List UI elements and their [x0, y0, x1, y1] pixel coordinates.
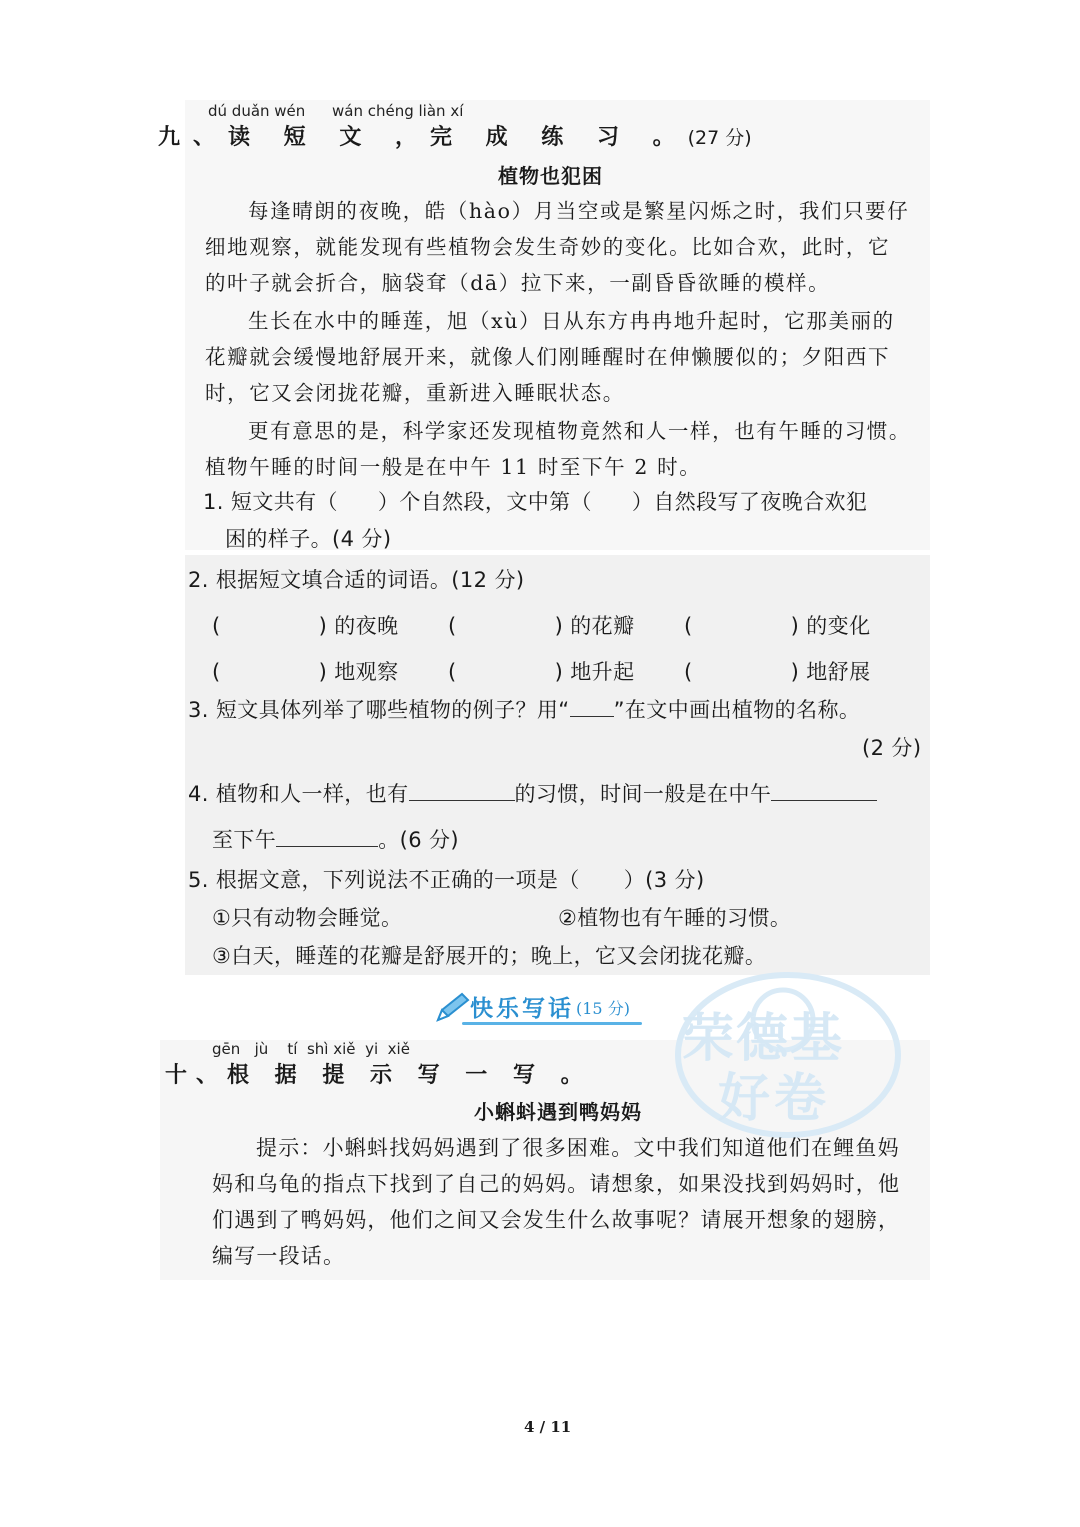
watermark-line1: 荣德基 — [682, 1009, 845, 1069]
pinyin-syllable: yi — [365, 1040, 379, 1058]
q2-open-paren: ( — [448, 614, 457, 638]
q5-option-1: ①只有动物会睡觉。 — [212, 906, 403, 930]
q2-row1-item2[interactable] — [448, 610, 634, 640]
hint-line: 编写一段话。 — [212, 1244, 346, 1268]
q3-text-a: 3. 短文具体列举了哪些植物的例子？用“ — [188, 698, 570, 722]
q2-close-paren: ) — [554, 614, 564, 638]
q2-word: 地升起 — [570, 660, 635, 684]
q1-text-b: ）个自然段，文中第（ — [377, 490, 592, 514]
q5-prompt-a: 5. 根据文意，下列说法不正确的一项是（ — [188, 868, 580, 892]
q5-option-2: ②植物也有午睡的习惯。 — [558, 906, 792, 930]
section10-heading: 十、根 据 提 示 写 一 写 。 — [165, 1063, 592, 1088]
writing-banner — [432, 988, 644, 1028]
writing-title: 小蝌蚪遇到鸭妈妈 — [474, 1100, 642, 1124]
q2-close-paren: ) — [318, 614, 328, 638]
pinyin-syllable: jù — [254, 1040, 269, 1058]
q2-open-paren: ( — [212, 660, 221, 684]
question-5 — [188, 864, 705, 894]
page-number: 4 / 11 — [524, 1418, 572, 1436]
passage-line: 生长在水中的睡莲，旭（xù）日从东方冉冉地升起时，它那美丽的 — [248, 309, 895, 333]
hint-line: 提示：小蝌蚪找妈妈遇到了很多困难。文中我们知道他们在鲤鱼妈 — [256, 1136, 900, 1160]
q5-option-3: ③白天，睡莲的花瓣是舒展开的；晚上，它又会闭拢花瓣。 — [212, 944, 767, 968]
pinyin-syllable: xiě — [387, 1040, 410, 1058]
q2-word: 地观察 — [334, 660, 399, 684]
watermark-line2: 好卷 — [718, 1069, 831, 1129]
section9-pinyin-1: dú duǎn wén — [208, 102, 306, 120]
watermark — [668, 960, 908, 1140]
q3-score: (2 分) — [862, 736, 922, 760]
q4-text-b: 的习惯，时间一般是在中午 — [514, 782, 772, 806]
q2-open-paren: ( — [684, 660, 693, 684]
question-1 — [203, 486, 867, 516]
q2-row1-item1[interactable] — [212, 610, 398, 640]
passage-line: 更有意思的是，科学家还发现植物竟然和人一样，也有午睡的习惯。 — [248, 419, 911, 443]
q2-row2-item1[interactable] — [212, 656, 398, 686]
pinyin-syllable: shì — [306, 1040, 329, 1058]
q2-row2-item3[interactable] — [684, 656, 870, 686]
q4-blank-1[interactable] — [409, 778, 515, 801]
passage-line: 的叶子就会折合，脑袋耷（dā）拉下来，一副昏昏欲睡的模样。 — [205, 271, 831, 295]
q5-prompt-b: ）(3 分) — [623, 868, 705, 892]
q4-text-d: 。(6 分) — [378, 828, 460, 852]
q2-row2-item2[interactable] — [448, 656, 634, 686]
section9-pinyin-2: wán chéng liàn xí — [332, 102, 464, 120]
passage-line: 时，它又会闭拢花瓣，重新进入睡眠状态。 — [205, 381, 625, 405]
passage-title: 植物也犯困 — [498, 164, 603, 188]
q3-text-b: ”在文中画出植物的名称。 — [613, 698, 861, 722]
pinyin-syllable: xiě — [333, 1040, 356, 1058]
q2-word: 的变化 — [806, 614, 871, 638]
section9-score: (27 分) — [687, 127, 752, 149]
q2-word: 的花瓣 — [570, 614, 635, 638]
passage-line: 每逢晴朗的夜晚，皓（hào）月当空或是繁星闪烁之时，我们只要仔 — [248, 199, 910, 223]
pencil-icon — [432, 990, 472, 1026]
pinyin-syllable: tí — [287, 1040, 298, 1058]
q2-close-paren: ) — [554, 660, 564, 684]
q2-open-paren: ( — [684, 614, 693, 638]
question-2-prompt: 2. 根据短文填合适的词语。(12 分) — [188, 568, 525, 592]
section10-pinyin — [212, 1040, 410, 1058]
q2-open-paren: ( — [212, 614, 221, 638]
q4-blank-2[interactable] — [771, 778, 877, 801]
section9-heading-text: 九、读 短 文 ，完 成 练 习 。 — [158, 125, 688, 150]
q2-open-paren: ( — [448, 660, 457, 684]
q2-close-paren: ) — [790, 614, 800, 638]
hint-line: 妈和乌龟的指点下找到了自己的妈妈。请想象，如果没找到妈妈时，他 — [212, 1172, 901, 1196]
q1-number: 1. — [203, 490, 224, 514]
hint-line: 们遇到了鸭妈妈，他们之间又会发生什么故事呢？请展开想象的翅膀， — [212, 1208, 901, 1232]
q2-row1-item3[interactable] — [684, 610, 870, 640]
q2-close-paren: ) — [790, 660, 800, 684]
q1-text-c: ）自然段写了夜晚合欢犯 — [631, 490, 868, 514]
passage-line: 细地观察，就能发现有些植物会发生奇妙的变化。比如合欢，此时，它 — [205, 235, 891, 259]
q4-text-a: 4. 植物和人一样，也有 — [188, 782, 409, 806]
q4-blank-3[interactable] — [276, 824, 378, 847]
q2-word: 的夜晚 — [334, 614, 399, 638]
question-3 — [188, 694, 860, 724]
section9-heading — [158, 120, 752, 151]
q3-underline-sample — [570, 694, 614, 717]
q2-close-paren: ) — [318, 660, 328, 684]
q1-text-a: 短文共有（ — [230, 490, 338, 514]
banner-label: 快乐写话 — [470, 996, 574, 1022]
pinyin-syllable: gēn — [212, 1040, 241, 1058]
q2-word: 地舒展 — [806, 660, 871, 684]
question-4 — [188, 778, 877, 808]
q4-continuation — [212, 824, 459, 854]
q4-text-c: 至下午 — [212, 828, 277, 852]
banner-underline — [462, 1022, 642, 1025]
passage-line: 植物午睡的时间一般是在中午 11 时至下午 2 时。 — [205, 455, 702, 479]
passage-line: 花瓣就会缓慢地舒展开来，就像人们刚睡醒时在伸懒腰似的；夕阳西下 — [205, 345, 891, 369]
q1-continuation: 困的样子。(4 分) — [225, 527, 392, 551]
banner-score: (15 分) — [576, 999, 630, 1018]
